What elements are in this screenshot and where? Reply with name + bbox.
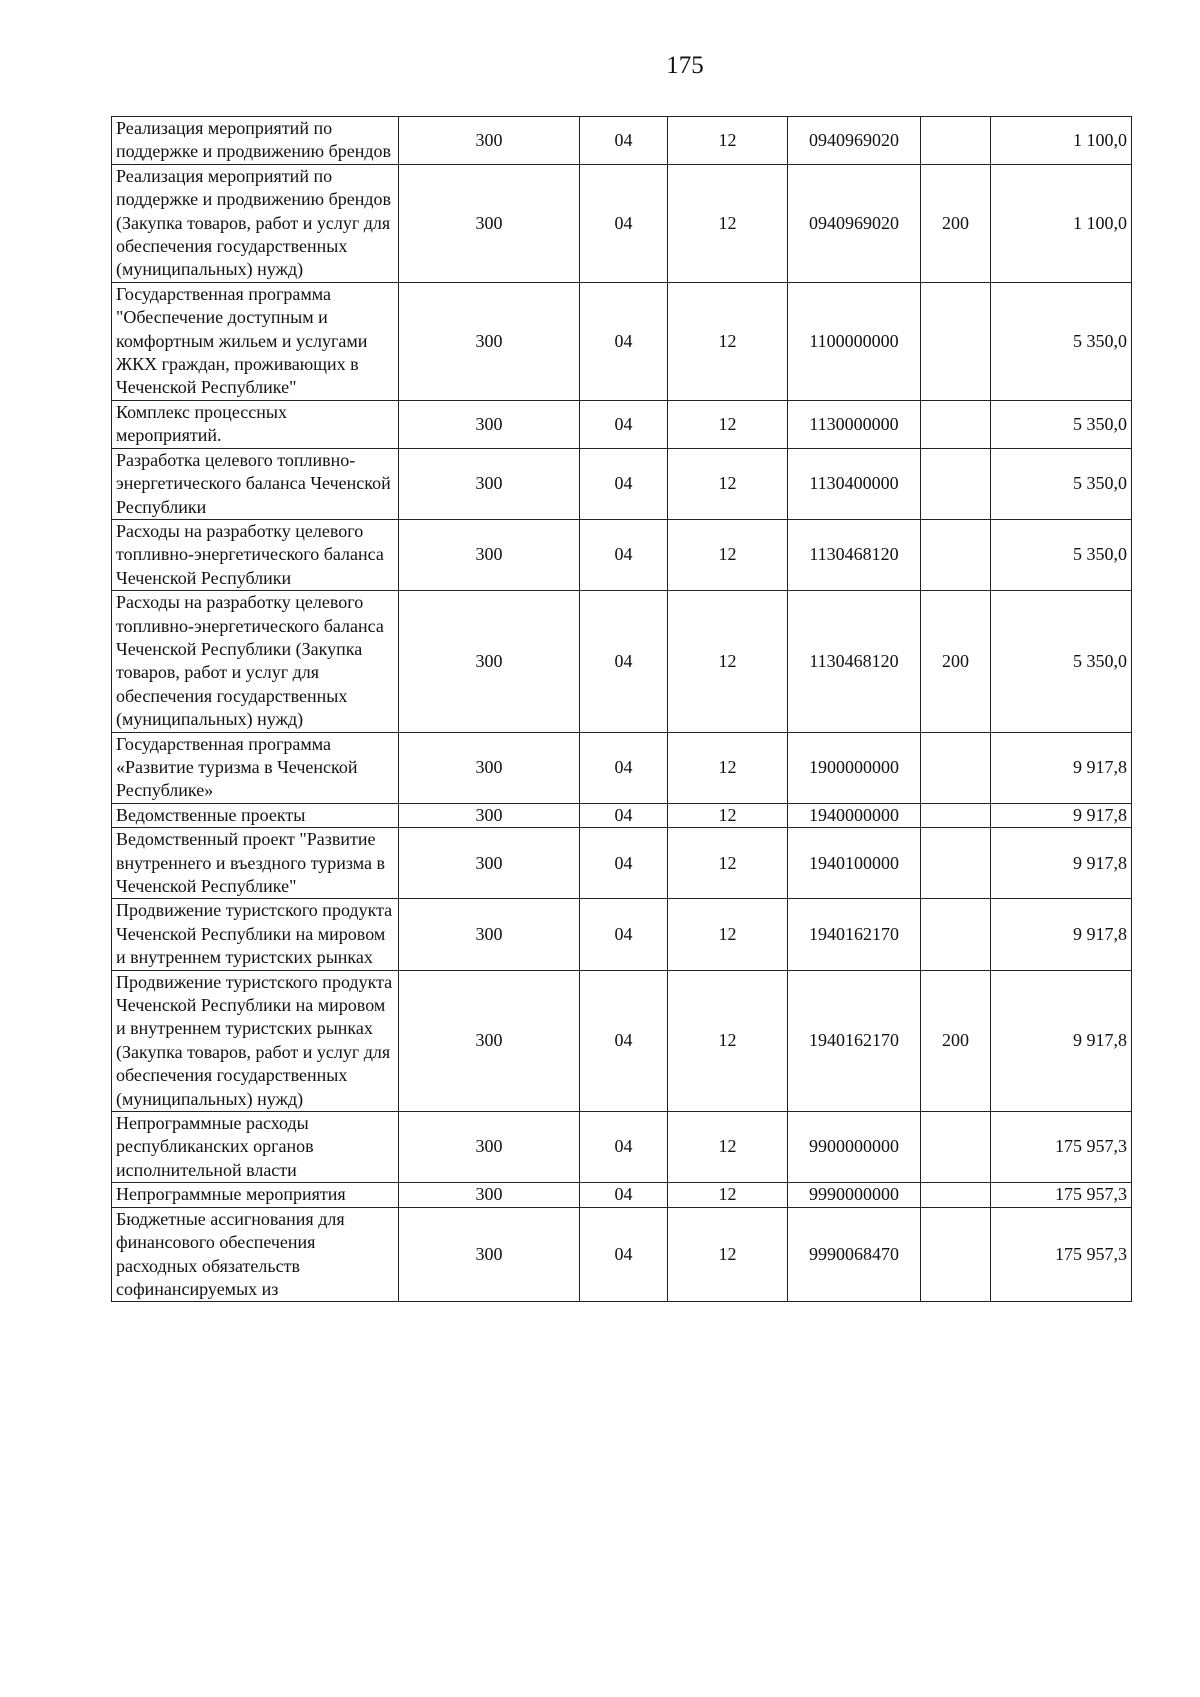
- table-row: [112, 164, 1132, 282]
- row-expense-type-cell: [921, 282, 991, 400]
- row-amount-cell: 5 350,0: [991, 591, 1132, 732]
- row-amount-cell: 175 957,3: [991, 1112, 1132, 1183]
- row-section-cell: 04: [580, 803, 668, 827]
- page-number: 175: [666, 52, 704, 79]
- row-target-article-cell: 1940100000: [788, 828, 921, 899]
- row-grbs-cell: 300: [399, 899, 580, 970]
- table-row: [112, 519, 1132, 590]
- row-amount-cell: 5 350,0: [991, 282, 1132, 400]
- row-target-article-cell: 0940969020: [788, 164, 921, 282]
- table-row: [112, 1207, 1132, 1302]
- row-grbs-cell: 300: [399, 117, 580, 165]
- row-target-article-cell: 1100000000: [788, 282, 921, 400]
- row-subsection-cell: 12: [668, 1112, 788, 1183]
- row-target-article-cell: 1130400000: [788, 448, 921, 519]
- table-row: [112, 970, 1132, 1111]
- row-grbs-cell: 300: [399, 591, 580, 732]
- row-target-article-cell: 9990000000: [788, 1183, 921, 1207]
- row-name-cell: Непрограммные мероприятия: [112, 1183, 399, 1207]
- row-grbs-cell: 300: [399, 519, 580, 590]
- row-grbs-cell: 300: [399, 732, 580, 803]
- row-section-cell: 04: [580, 400, 668, 448]
- row-section-cell: 04: [580, 1207, 668, 1302]
- budget-table: [111, 116, 1132, 1302]
- row-amount-cell: 9 917,8: [991, 803, 1132, 827]
- row-expense-type-cell: [921, 117, 991, 165]
- row-target-article-cell: 0940969020: [788, 117, 921, 165]
- row-grbs-cell: 300: [399, 1183, 580, 1207]
- row-target-article-cell: 1130468120: [788, 591, 921, 732]
- row-subsection-cell: 12: [668, 164, 788, 282]
- row-name-cell: Ведомственные проекты: [112, 803, 399, 827]
- row-expense-type-cell: [921, 400, 991, 448]
- row-target-article-cell: 1130468120: [788, 519, 921, 590]
- row-amount-cell: 5 350,0: [991, 448, 1132, 519]
- row-target-article-cell: 9990068470: [788, 1207, 921, 1302]
- row-expense-type-cell: 200: [921, 164, 991, 282]
- row-expense-type-cell: [921, 899, 991, 970]
- row-name-cell: Расходы на разработку целевого топливно-энергетического баланса Чеченской Республики: [112, 519, 399, 590]
- table-row: [112, 899, 1132, 970]
- row-amount-cell: 5 350,0: [991, 519, 1132, 590]
- row-target-article-cell: 1130000000: [788, 400, 921, 448]
- row-subsection-cell: 12: [668, 117, 788, 165]
- row-expense-type-cell: [921, 732, 991, 803]
- row-name-cell: Продвижение туристского продукта Чеченской Республики на мировом и внутреннем туристских рынках: [112, 899, 399, 970]
- row-name-cell: Бюджетные ассигнования для финансового обеспечения расходных обязательств софинансируемых из: [112, 1207, 399, 1302]
- row-grbs-cell: 300: [399, 1112, 580, 1183]
- row-target-article-cell: 9900000000: [788, 1112, 921, 1183]
- row-subsection-cell: 12: [668, 1183, 788, 1207]
- table-row: [112, 282, 1132, 400]
- row-target-article-cell: 1940162170: [788, 970, 921, 1111]
- row-grbs-cell: 300: [399, 970, 580, 1111]
- row-section-cell: 04: [580, 732, 668, 803]
- table-body: [112, 117, 1132, 1302]
- row-subsection-cell: 12: [668, 828, 788, 899]
- row-section-cell: 04: [580, 1183, 668, 1207]
- row-amount-cell: 1 100,0: [991, 117, 1132, 165]
- row-amount-cell: 9 917,8: [991, 899, 1132, 970]
- table-row: [112, 448, 1132, 519]
- row-subsection-cell: 12: [668, 803, 788, 827]
- row-expense-type-cell: [921, 1183, 991, 1207]
- row-amount-cell: 9 917,8: [991, 732, 1132, 803]
- row-amount-cell: 5 350,0: [991, 400, 1132, 448]
- row-amount-cell: 1 100,0: [991, 164, 1132, 282]
- row-expense-type-cell: [921, 1207, 991, 1302]
- row-expense-type-cell: [921, 803, 991, 827]
- row-grbs-cell: 300: [399, 164, 580, 282]
- row-section-cell: 04: [580, 1112, 668, 1183]
- row-expense-type-cell: [921, 519, 991, 590]
- table-row: [112, 1112, 1132, 1183]
- table-row: [112, 803, 1132, 827]
- row-subsection-cell: 12: [668, 899, 788, 970]
- row-grbs-cell: 300: [399, 1207, 580, 1302]
- row-section-cell: 04: [580, 591, 668, 732]
- row-grbs-cell: 300: [399, 282, 580, 400]
- row-grbs-cell: 300: [399, 803, 580, 827]
- row-name-cell: Реализация мероприятий по поддержке и продвижению брендов (Закупка товаров, работ и услуг для обеспечения государственных (муниципальных) нужд): [112, 164, 399, 282]
- row-subsection-cell: 12: [668, 400, 788, 448]
- row-subsection-cell: 12: [668, 970, 788, 1111]
- row-section-cell: 04: [580, 899, 668, 970]
- row-section-cell: 04: [580, 970, 668, 1111]
- row-expense-type-cell: 200: [921, 970, 991, 1111]
- table-row: [112, 732, 1132, 803]
- row-amount-cell: 9 917,8: [991, 828, 1132, 899]
- row-subsection-cell: 12: [668, 519, 788, 590]
- table-row: [112, 828, 1132, 899]
- row-target-article-cell: 1940000000: [788, 803, 921, 827]
- row-name-cell: Государственная программа "Обеспечение доступным и комфортным жильем и услугами ЖКХ граждан, проживающих в Чеченской Республике": [112, 282, 399, 400]
- row-target-article-cell: 1900000000: [788, 732, 921, 803]
- table-row: [112, 117, 1132, 165]
- row-name-cell: Ведомственный проект "Развитие внутреннего и въездного туризма в Чеченской Республике": [112, 828, 399, 899]
- row-section-cell: 04: [580, 519, 668, 590]
- table-row: [112, 591, 1132, 732]
- row-expense-type-cell: [921, 828, 991, 899]
- row-target-article-cell: 1940162170: [788, 899, 921, 970]
- row-name-cell: Продвижение туристского продукта Чеченской Республики на мировом и внутреннем туристских рынках (Закупка товаров, работ и услуг для обеспечения государственных (муниципальных) нужд): [112, 970, 399, 1111]
- row-section-cell: 04: [580, 828, 668, 899]
- row-name-cell: Комплекс процессных мероприятий.: [112, 400, 399, 448]
- row-grbs-cell: 300: [399, 828, 580, 899]
- row-name-cell: Государственная программа «Развитие туризма в Чеченской Республике»: [112, 732, 399, 803]
- row-expense-type-cell: [921, 448, 991, 519]
- row-section-cell: 04: [580, 282, 668, 400]
- row-grbs-cell: 300: [399, 448, 580, 519]
- row-subsection-cell: 12: [668, 1207, 788, 1302]
- row-name-cell: Расходы на разработку целевого топливно-энергетического баланса Чеченской Республики (Закупка товаров, работ и услуг для обеспечения государственных (муниципальных) нужд): [112, 591, 399, 732]
- row-name-cell: Разработка целевого топливно-энергетического баланса Чеченской Республики: [112, 448, 399, 519]
- row-amount-cell: 9 917,8: [991, 970, 1132, 1111]
- row-subsection-cell: 12: [668, 282, 788, 400]
- table-row: [112, 1183, 1132, 1207]
- row-section-cell: 04: [580, 164, 668, 282]
- table-row: [112, 400, 1132, 448]
- row-name-cell: Реализация мероприятий по поддержке и продвижению брендов: [112, 117, 399, 165]
- row-amount-cell: 175 957,3: [991, 1183, 1132, 1207]
- row-subsection-cell: 12: [668, 448, 788, 519]
- row-section-cell: 04: [580, 448, 668, 519]
- row-section-cell: 04: [580, 117, 668, 165]
- row-subsection-cell: 12: [668, 732, 788, 803]
- row-subsection-cell: 12: [668, 591, 788, 732]
- row-grbs-cell: 300: [399, 400, 580, 448]
- row-expense-type-cell: 200: [921, 591, 991, 732]
- row-amount-cell: 175 957,3: [991, 1207, 1132, 1302]
- row-name-cell: Непрограммные расходы республиканских органов исполнительной власти: [112, 1112, 399, 1183]
- row-expense-type-cell: [921, 1112, 991, 1183]
